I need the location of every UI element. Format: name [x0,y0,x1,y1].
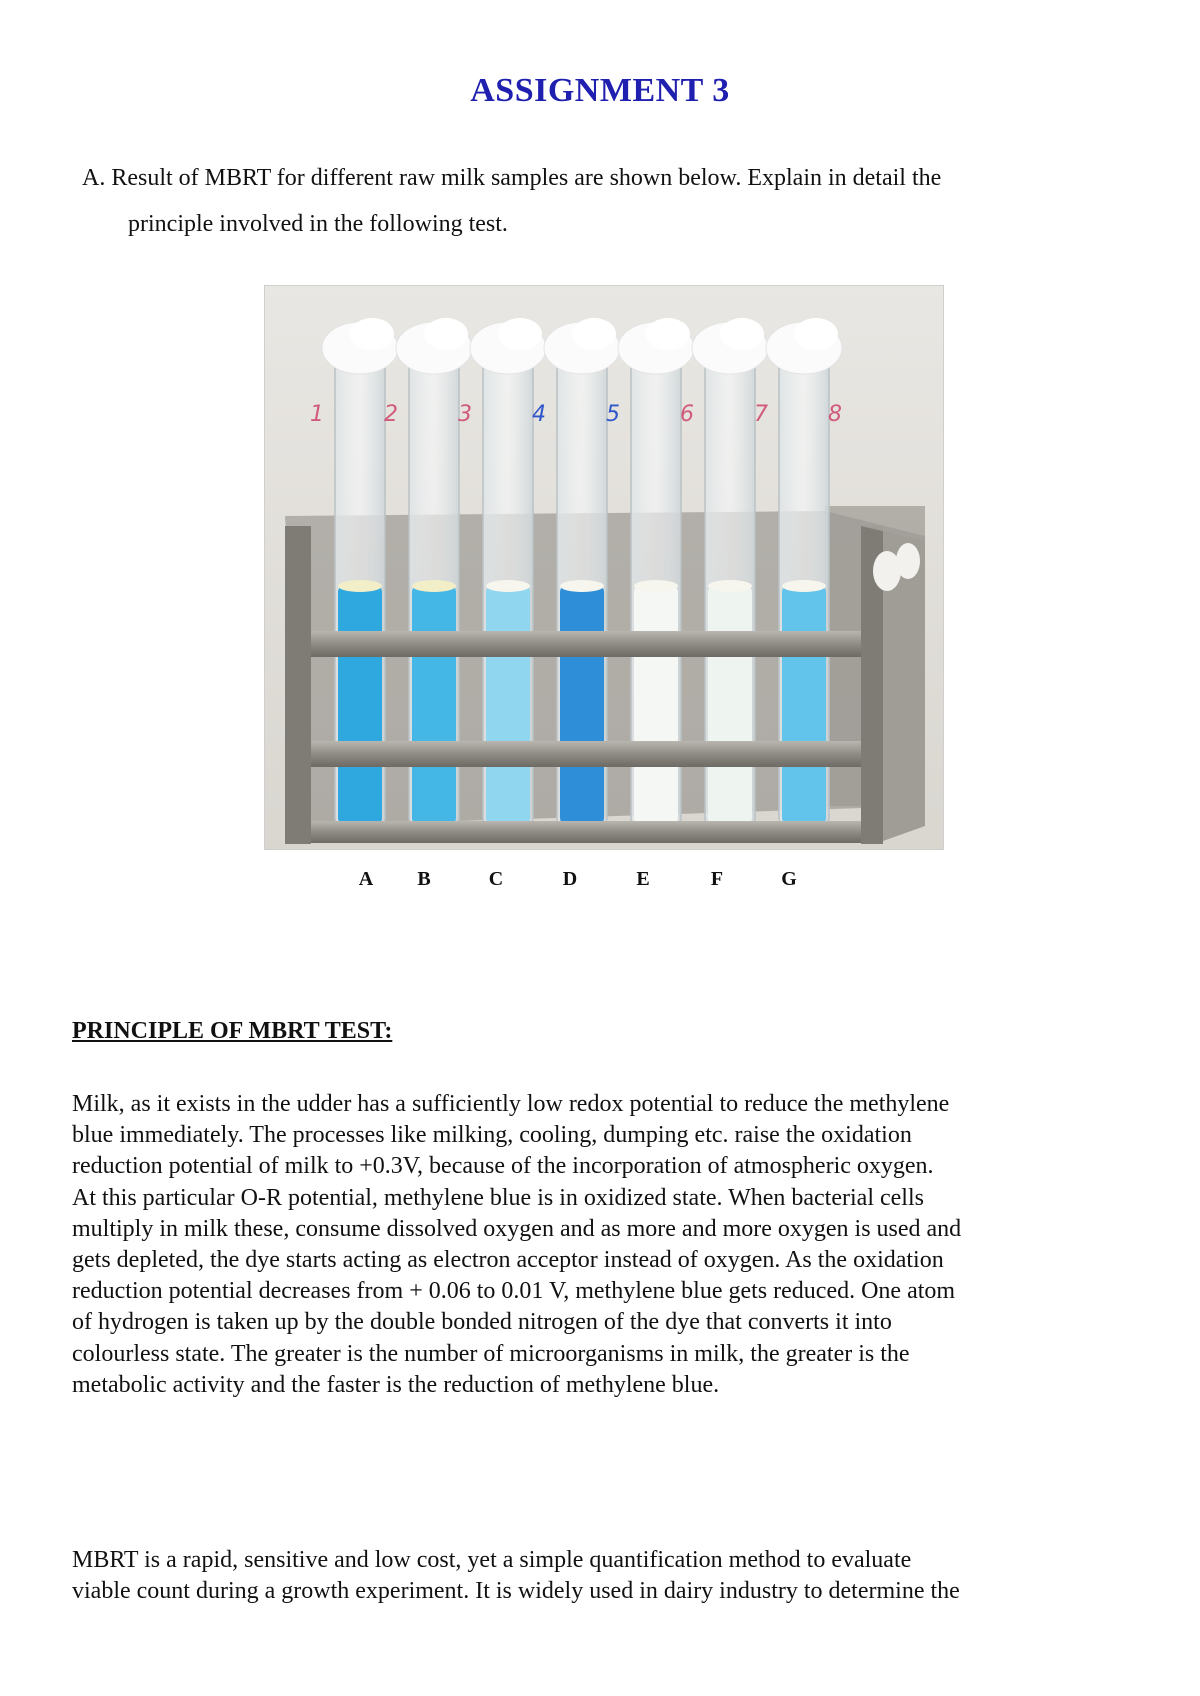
tube-sample [782,586,826,824]
cotton-plug [720,318,764,350]
paragraph-line: At this particular O-R potential, methylene blue is in oxidized state. When bacterial cells [72,1184,924,1211]
tube-number: 4 [532,402,546,427]
paragraph-line: reduction potential decreases from + 0.06 to 0.01 V, methylene blue gets reduced. One atom [72,1278,956,1305]
paragraph-line: reduction potential of milk to +0.3V, because of the incorporation of atmospheric oxygen. [72,1153,934,1180]
paragraph-line: Milk, as it exists in the udder has a sufficiently low redox potential to reduce the methylene [72,1091,950,1117]
tube-label: E [636,868,650,890]
tube-number: 6 [680,402,694,427]
cream-layer [412,580,456,592]
tube-label-row [0,868,1200,898]
paragraph-line: metabolic activity and the faster is the reduction of methylene blue. [72,1371,720,1398]
tube-number: 8 [828,402,842,427]
tube-number: 5 [606,402,620,427]
principle-paragraph [72,1089,1132,1401]
cream-layer [486,580,530,592]
cotton-plug [572,318,616,350]
tube-number: 7 [754,402,768,427]
cream-layer [634,580,678,592]
paragraph-line: gets depleted, the dye starts acting as electron acceptor instead of oxygen. As the oxidation [72,1247,944,1274]
paragraph-line: viable count during a growth experiment. It is widely used in dairy industry to determine the [72,1578,960,1605]
tube-sample [708,586,752,824]
paragraph-line: blue immediately. The processes like milking, cooling, dumping etc. raise the oxidation [72,1122,912,1149]
paragraph-line: colourless state. The greater is the number of microorganisms in milk, the greater is the [72,1340,910,1367]
cotton-plug [424,318,468,350]
tube-sample [412,586,456,824]
tube-label: G [781,868,797,890]
cotton-plug [498,318,542,350]
mbrt-test-tube-photo [264,285,944,850]
test-tube-rack-illustration [265,286,944,850]
rack-top-shelf [305,631,865,657]
tube-label: D [562,868,578,890]
cotton-plug [646,318,690,350]
paragraph-line: MBRT is a rapid, sensitive and low cost, yet a simple quantification method to evaluate [72,1547,912,1573]
question-line-1: A. Result of MBRT for different raw milk samples are shown below. Explain in detail the [82,165,942,191]
tube-sample [634,586,678,824]
cream-layer [708,580,752,592]
tube-label: A [358,868,374,890]
mbrt-description-paragraph [72,1545,1132,1607]
cotton-plug [794,318,838,350]
tube-label: F [710,868,724,890]
paragraph-line: of hydrogen is taken up by the double bonded nitrogen of the dye that converts it into [72,1309,892,1336]
cream-layer [560,580,604,592]
tube-label: B [417,868,431,890]
rack-left-post [285,526,311,844]
tube-sample [338,586,382,824]
cream-layer [782,580,826,592]
tube-sample [560,586,604,824]
cotton-plug [350,318,394,350]
tube-label: C [488,868,504,890]
tube-number: 3 [458,402,472,427]
tube-number: 2 [384,402,398,427]
tube-number: 1 [310,402,324,427]
rack-side-hole [896,543,920,579]
question-line-2: principle involved in the following test. [128,211,508,237]
principle-heading: PRINCIPLE OF MBRT TEST: [72,1018,393,1044]
tube-sample [486,586,530,824]
cream-layer [338,580,382,592]
question-text [82,155,1132,247]
page-title: ASSIGNMENT 3 [470,72,730,109]
paragraph-line: multiply in milk these, consume dissolved oxygen and as more and more oxygen is used and [72,1215,962,1242]
rack-middle-shelf [305,741,865,767]
rack-bottom-shelf [305,821,865,843]
